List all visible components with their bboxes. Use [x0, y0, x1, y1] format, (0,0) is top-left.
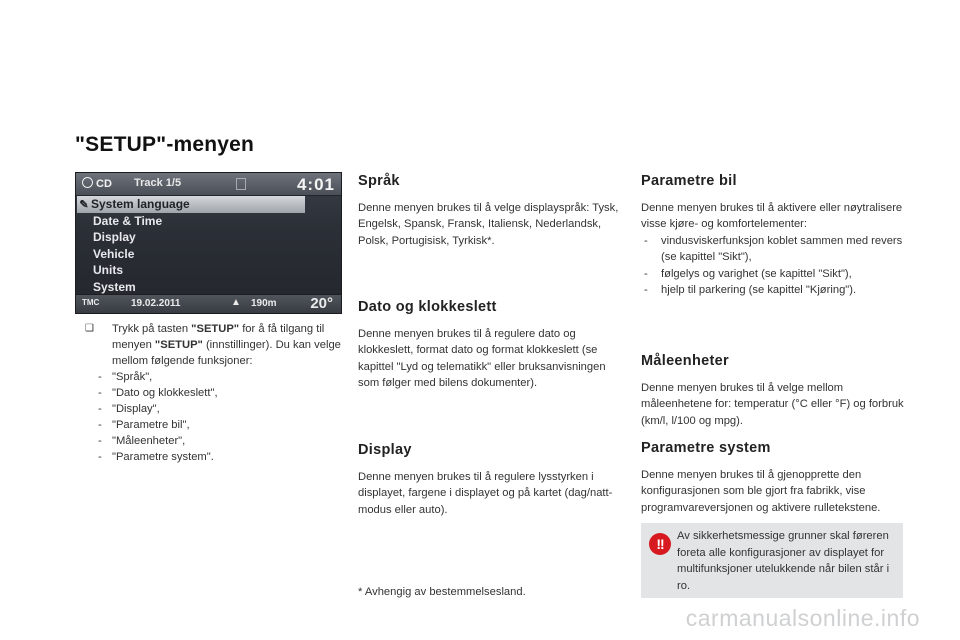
- screen-menu-item: Date & Time: [93, 213, 163, 228]
- section-text: Denne menyen brukes til å regulere dato og klokkeslett, format dato og format klokkeslett (se kapittel "Lyd og telematikk" eller bruksanvisningen som følger med bilens dokumenter).: [358, 327, 606, 389]
- section-heading: Dato og klokkeslett: [358, 299, 497, 315]
- section-heading: Språk: [358, 173, 400, 189]
- list-item: - "Parametre system".: [98, 449, 343, 465]
- watermark: carmanualsonline.info: [685, 605, 920, 631]
- list-item: - "Språk",: [98, 369, 343, 385]
- list-item: - "Parametre bil",: [98, 417, 343, 433]
- setup-screen-image: [75, 172, 342, 314]
- screen-status-bar: [76, 173, 341, 196]
- screen-distance: 190m: [251, 298, 277, 309]
- list-item: - "Måleenheter",: [98, 433, 343, 449]
- phone-icon: [236, 178, 246, 190]
- safety-warning-box: [641, 523, 903, 598]
- section-display: [358, 442, 623, 518]
- section-heading: Parametre system: [641, 440, 771, 456]
- section-heading: Parametre bil: [641, 173, 737, 189]
- screen-temperature: 20°: [310, 295, 333, 312]
- screen-bottom-bar: [76, 294, 341, 313]
- section-dato: [358, 299, 623, 392]
- screen-time: 4:01: [296, 175, 335, 194]
- screen-track: Track 1/5: [134, 177, 182, 189]
- section-heading: Måleenheter: [641, 353, 729, 369]
- wrench-icon: ✎: [79, 199, 89, 211]
- section-text: Denne menyen brukes til å velge mellom måleenhetene for: temperatur (°C eller °F) og forbruk (km/l, l/100 og mpg).: [641, 381, 904, 427]
- screen-menu-item: ✎ System language: [77, 196, 305, 213]
- list-item: - hjelp til parkering (se kapittel "Kjøring").: [641, 282, 906, 299]
- section-text: Denne menyen brukes til å velge displayspråk: Tysk, Engelsk, Spansk, Fransk, Italiensk, Nederlandsk, Polsk, Portugisisk, Tyrkisk*.: [358, 201, 619, 247]
- list-item: - "Display",: [98, 401, 343, 417]
- navigation-arrow-icon: ▲: [231, 297, 241, 308]
- section-parametre-system: [641, 440, 909, 516]
- screen-menu: [76, 196, 341, 295]
- warning-icon: !!: [649, 533, 671, 555]
- section-parametre-bil: [641, 173, 906, 299]
- screen-source: CD: [82, 177, 112, 190]
- tmc-label: TMC: [82, 298, 100, 307]
- section-text: Denne menyen brukes til å aktivere eller nøytralisere visse kjøre- og komfortelementer:: [641, 201, 903, 230]
- screen-menu-item: Vehicle: [93, 246, 135, 261]
- list-item: - "Dato og klokkeslett",: [98, 385, 343, 401]
- intro-instructions: [85, 321, 343, 465]
- screen-menu-item: Units: [93, 263, 123, 277]
- section-sprak: [358, 173, 623, 249]
- screen-menu-item: Display: [93, 230, 136, 244]
- vehicle-options-list: [641, 233, 906, 299]
- page-title: "SETUP"-menyen: [75, 133, 255, 156]
- warning-text: Av sikkerhetsmessige grunner skal føreren foreta alle konfigurasjoner av displayet for multifunksjoner utelukkende når bilen står i ro.: [677, 530, 890, 592]
- screen-menu-item: System: [93, 279, 136, 294]
- section-text: Denne menyen brukes til å gjenopprette den konfigurasjonen som ble gjort fra fabrikk, vise programvareversjonen og aktivere rulletekstene.: [641, 468, 881, 514]
- disc-icon: [82, 177, 93, 188]
- section-text: Denne menyen brukes til å regulere lysstyrken i displayet, fargene i displayet og på kartet (dag/natt-modus eller auto).: [358, 470, 613, 516]
- bullet-icon: ❑: [85, 323, 94, 334]
- list-item: - følgelys og varighet (se kapittel "Sikt"),: [641, 266, 906, 283]
- intro-text: Trykk på tasten "SETUP" for å få tilgang til menyen "SETUP" (innstillinger). Du kan velge mellom følgende funksjoner:: [112, 323, 341, 367]
- list-item: - vindusviskerfunksjon koblet sammen med revers (se kapittel "Sikt"),: [641, 233, 906, 266]
- screen-date: 19.02.2011: [131, 298, 181, 309]
- function-list: [98, 369, 343, 465]
- section-heading: Display: [358, 442, 412, 458]
- footnote: * Avhengig av bestemmelsesland.: [358, 586, 526, 598]
- section-maaleenheter: [641, 353, 906, 429]
